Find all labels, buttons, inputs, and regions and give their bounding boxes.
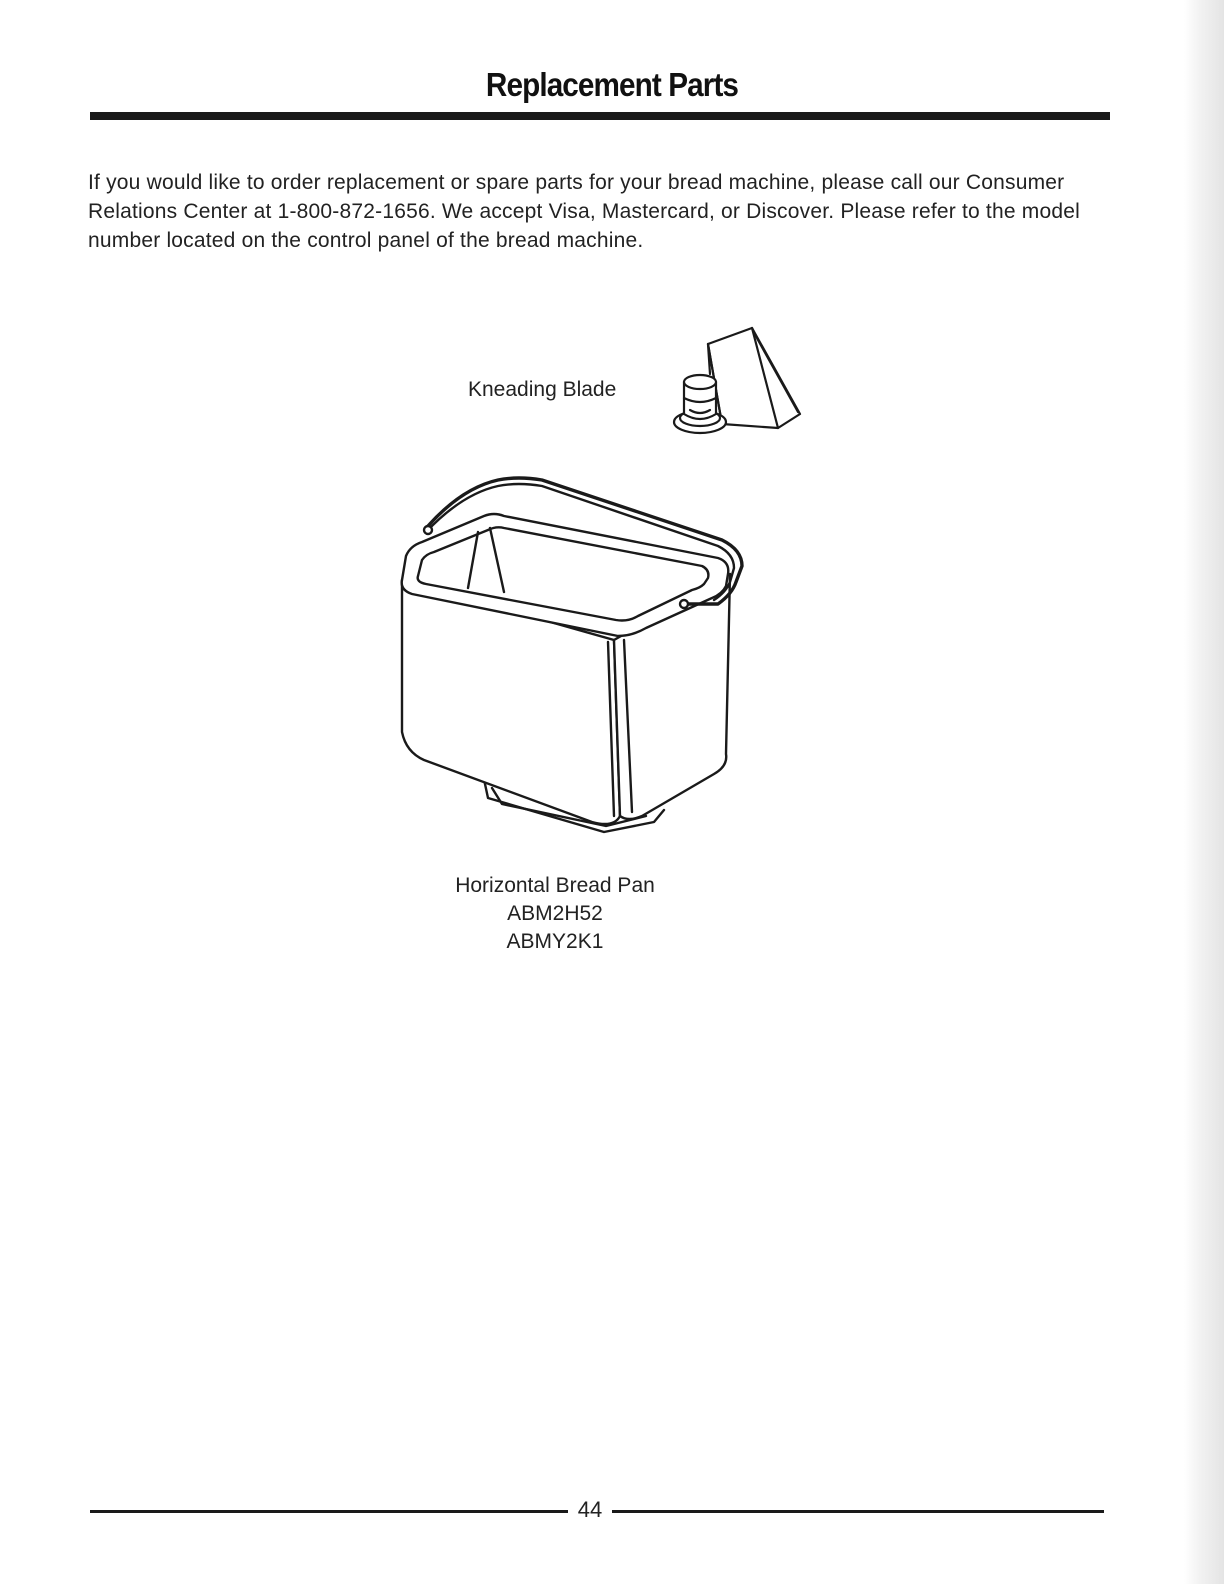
bread-pan-model-1: ABM2H52 xyxy=(507,902,603,925)
bread-pan-model-2: ABMY2K1 xyxy=(506,930,604,953)
page-edge-shadow xyxy=(1184,0,1224,1584)
page-title: Replacement Parts xyxy=(485,66,739,103)
bread-pan-label: Horizontal Bread Pan xyxy=(455,874,655,897)
bread-pan-icon xyxy=(392,470,762,850)
kneading-blade-icon xyxy=(670,326,810,442)
kneading-blade-label: Kneading Blade xyxy=(468,378,617,401)
page-number: 44 xyxy=(577,1497,603,1522)
intro-paragraph: If you would like to order replacement or spare parts for your bread machine, please call our Consumer Relations Center at 1-800-872-1656. We accept Visa, Mastercard, or Discover. Please refer to the model number located on the control panel of the bread machine. xyxy=(88,171,1080,252)
footer-rule-left xyxy=(90,1510,568,1513)
bread-pan-caption xyxy=(360,872,750,956)
footer-rule-right xyxy=(612,1510,1104,1513)
title-rule xyxy=(90,112,1110,120)
